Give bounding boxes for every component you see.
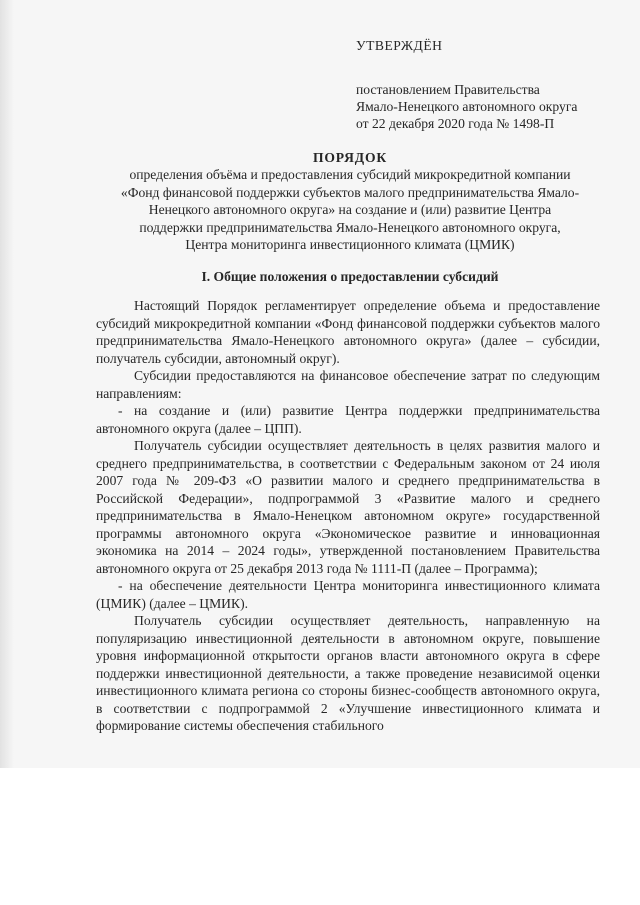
subtitle-line: «Фонд финансовой поддержки субъектов малого предпринимательства Ямало- [120, 184, 580, 200]
paragraph: Субсидии предоставляются на финансовое обеспечение затрат по следующим направлениям: [96, 368, 600, 401]
paragraph-list-item: - на создание и (или) развитие Центра поддержки предпринимательства автономного округа (далее – ЦПП). [96, 403, 600, 436]
approval-line-1: постановлением Правительства [356, 82, 540, 97]
approval-heading: УТВЕРЖДЁН [356, 38, 443, 53]
approval-line-2: Ямало-Ненецкого автономного округа [356, 99, 578, 114]
document-title: ПОРЯДОК [313, 150, 387, 165]
subtitle-line: Центра мониторинга инвестиционного климата (ЦМИК) [185, 237, 515, 252]
section-heading: I. Общие положения о предоставлении субсидий [201, 269, 499, 284]
blank-margin [0, 768, 640, 905]
paragraph: Получатель субсидии осуществляет деятельность в целях развития малого и среднего предпринимательства, в соответствии с Федеральным законом от 24 июля 2007 года № 209-ФЗ «О развитии малого и среднего предпринимательства в Российской Федерации», подпрограммой 3 «Развитие малого и среднего предпринимательства в Ямало-Ненецком автономном округе» государственной программы автономного округа «Экономическое развитие и инновационная экономика на 2014 – 2024 годы», утвержденной постановлением Правительства автономного округа от 25 декабря 2013 года № 1111-П (далее – Программа); [96, 438, 600, 576]
subtitle-line: поддержки предпринимательства Ямало-Ненецкого автономного округа, [139, 219, 561, 235]
paragraph: Настоящий Порядок регламентирует определение объема и предоставление субсидий микрокредитной компании «Фонд финансовой поддержки субъектов малого предпринимательства Ямало-Ненецкого автономного округа» (далее – субсидии, получатель субсидии, автономный округ). [96, 298, 600, 366]
subtitle-line: определения объёма и предоставления субсидий микрокредитной компании [129, 167, 571, 182]
document-body [96, 297, 600, 735]
subtitle-line: Ненецкого автономного округа» на создание и (или) развитие Центра [148, 202, 552, 217]
paragraph: Получатель субсидии осуществляет деятельность, направленную на популяризацию инвестиционной деятельности в автономном округе, повышение уровня информационной открытости органов власти автономного округа в сфере поддержки инвестиционной деятельности, а также проведение независимой оценки инвестиционного климата региона со стороны бизнес-сообществ автономного округа, в соответствии с подпрограммой 2 «Улучшение инвестиционного климата и формирование системы обеспечения стабильного [96, 613, 600, 733]
approval-line-3: от 22 декабря 2020 года № 1498-П [356, 116, 555, 131]
document-subtitle [90, 166, 610, 254]
scan-edge-shadow [0, 0, 14, 768]
approval-block [356, 37, 626, 132]
paragraph-list-item: - на обеспечение деятельности Центра мониторинга инвестиционного климата (ЦМИК) (далее – ЦМИК). [96, 578, 600, 611]
